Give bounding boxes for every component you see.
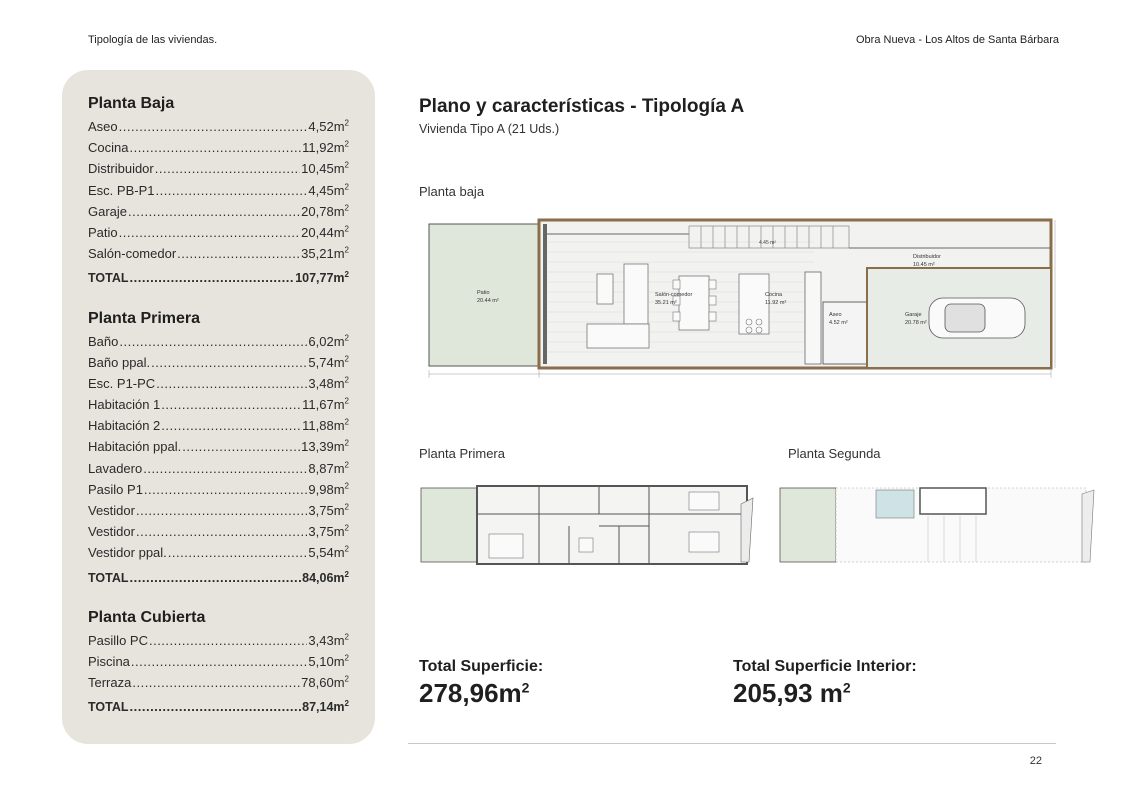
room-name: Pasillo PC bbox=[88, 632, 148, 648]
distribuidor-area-label: 10.45 m² bbox=[913, 262, 935, 268]
room-name: Cocina bbox=[88, 140, 129, 156]
total-interior-value: 205,93 $m^2$ bbox=[733, 678, 851, 708]
room-name: Patio bbox=[88, 224, 118, 240]
leader-dots bbox=[156, 373, 307, 394]
leader-dots bbox=[161, 415, 301, 436]
total-value: $107,77m^2$ bbox=[295, 270, 349, 286]
sofa-icon bbox=[624, 264, 648, 324]
pool-area bbox=[876, 490, 914, 518]
room-name: Habitación 1 bbox=[88, 397, 161, 413]
room-name: Lavadero bbox=[88, 460, 143, 476]
surface-row bbox=[88, 243, 349, 264]
leader-dots bbox=[128, 201, 300, 222]
room-area: $13,39m^2$ bbox=[301, 439, 349, 455]
room-area: $5,74m^2$ bbox=[308, 354, 349, 370]
total-label: TOTAL bbox=[88, 570, 129, 585]
plan-baja-label: Planta baja bbox=[419, 184, 485, 199]
total-value: $84,06m^2$ bbox=[302, 569, 349, 585]
leader-dots bbox=[119, 331, 307, 352]
room-name: Distribuidor bbox=[88, 161, 154, 177]
floor-plan-baja bbox=[419, 212, 1059, 384]
room-area: $3,75m^2$ bbox=[308, 502, 349, 518]
section-total-row bbox=[88, 567, 349, 588]
room-name: Vestidor bbox=[88, 524, 135, 540]
garaje-area-label: 20.78 m² bbox=[905, 320, 927, 326]
room-area: $20,78m^2$ bbox=[301, 203, 349, 219]
leader-dots bbox=[130, 567, 302, 588]
total-superficie-label: Total Superficie: bbox=[419, 658, 544, 675]
header-project-name: Obra Nueva - Los Altos de Santa Bárbara bbox=[855, 34, 1059, 46]
room-area: $6,02m^2$ bbox=[308, 333, 349, 349]
room-area: $11,88m^2$ bbox=[302, 417, 349, 434]
room-area: $3,43m^2$ bbox=[308, 632, 349, 648]
surface-row bbox=[88, 394, 349, 415]
room-name: Baño bbox=[88, 333, 119, 349]
room-name: Baño ppal. bbox=[88, 354, 151, 370]
leader-dots bbox=[130, 267, 295, 288]
room-area: $3,75m^2$ bbox=[308, 523, 349, 540]
room-name: Pasilo P1 bbox=[88, 481, 143, 497]
leader-dots bbox=[155, 180, 307, 201]
page-subtitle: Vivienda Tipo A (21 Uds.) bbox=[419, 122, 560, 136]
leader-dots bbox=[132, 672, 300, 693]
leader-dots bbox=[151, 352, 307, 373]
leader-dots bbox=[119, 116, 308, 137]
leader-dots bbox=[168, 542, 308, 563]
leader-dots bbox=[136, 500, 307, 521]
surface-section bbox=[88, 606, 349, 718]
floor-plan-segunda bbox=[778, 484, 1096, 566]
surface-row bbox=[88, 222, 349, 243]
salon-area-label: 35.21 m² bbox=[655, 300, 677, 306]
patio-label: Patio bbox=[477, 290, 490, 296]
room-name: Vestidor ppal. bbox=[88, 545, 167, 561]
room-name: Esc. PB-P1 bbox=[88, 182, 155, 198]
leader-dots bbox=[143, 458, 307, 479]
page-number: 22 bbox=[1029, 755, 1042, 767]
car-icon bbox=[929, 298, 1025, 338]
room-area: $11,92m^2$ bbox=[302, 139, 349, 156]
room-area: $3,48m^2$ bbox=[308, 375, 349, 391]
leader-dots bbox=[144, 479, 307, 500]
surface-row bbox=[88, 500, 349, 521]
section-total-row bbox=[88, 267, 349, 288]
surface-row bbox=[88, 116, 349, 137]
aseo-label: Aseo bbox=[829, 312, 842, 318]
surface-row bbox=[88, 458, 349, 479]
surface-row bbox=[88, 630, 349, 651]
footer-divider bbox=[408, 743, 1056, 744]
surface-row bbox=[88, 415, 349, 436]
section-title: Planta Cubierta bbox=[88, 608, 206, 626]
patio-area-label: 20.44 m² bbox=[477, 298, 499, 304]
total-superficie-value: $278,96m^2$ bbox=[419, 678, 530, 708]
dining-table-icon bbox=[679, 276, 709, 330]
surface-row bbox=[88, 542, 349, 563]
leader-dots bbox=[131, 651, 307, 672]
surface-row bbox=[88, 180, 349, 201]
floor-plan-primera bbox=[419, 484, 755, 566]
surface-table-panel bbox=[62, 70, 375, 744]
surface-section bbox=[88, 92, 349, 289]
room-area: $35,21m^2$ bbox=[301, 245, 349, 262]
salon-label: Salón-comedor bbox=[655, 292, 693, 298]
leader-dots bbox=[161, 394, 301, 415]
leader-dots bbox=[177, 243, 300, 264]
room-area: $78,60m^2$ bbox=[301, 674, 349, 691]
floor-plan-segunda-drawing bbox=[778, 484, 1096, 566]
floor-plan-baja-drawing bbox=[419, 212, 1059, 384]
total-value: $87,14m^2$ bbox=[302, 699, 349, 715]
surface-row bbox=[88, 672, 349, 693]
total-interior-block bbox=[733, 658, 917, 709]
surface-row bbox=[88, 651, 349, 672]
surface-row bbox=[88, 137, 349, 158]
room-name: Garaje bbox=[88, 203, 128, 219]
section-title: Planta Baja bbox=[88, 95, 175, 112]
total-label: TOTAL bbox=[88, 271, 129, 286]
room-area: $10,45m^2$ bbox=[301, 161, 349, 177]
surface-row bbox=[88, 479, 349, 500]
room-area: $5,54m^2$ bbox=[308, 545, 349, 561]
room-name: Vestidor bbox=[88, 503, 135, 518]
plan-primera-label: Planta Primera bbox=[419, 446, 505, 461]
leader-dots bbox=[155, 158, 300, 179]
room-area: $20,44m^2$ bbox=[301, 224, 349, 240]
room-area: $9,98m^2$ bbox=[308, 481, 349, 497]
garaje-label: Garaje bbox=[905, 312, 922, 318]
distribuidor-label: Distribuidor bbox=[913, 254, 941, 260]
surface-row bbox=[88, 201, 349, 222]
room-name: Aseo bbox=[88, 119, 118, 134]
room-area: $8,87m^2$ bbox=[308, 460, 349, 476]
room-area: $5,10m^2$ bbox=[308, 653, 349, 669]
leader-dots bbox=[149, 630, 307, 651]
room-name: Habitación ppal. bbox=[88, 439, 182, 455]
total-superficie-block bbox=[419, 658, 543, 709]
surface-row bbox=[88, 352, 349, 373]
total-interior-label: Total Superficie Interior: bbox=[733, 658, 917, 675]
room-name: Habitación 2 bbox=[88, 418, 161, 434]
surface-row bbox=[88, 373, 349, 394]
esc-area-label: 4.45 m² bbox=[759, 240, 776, 246]
cocina-label: Cocina bbox=[765, 292, 783, 298]
leader-dots bbox=[136, 521, 307, 542]
room-name: Esc. P1-PC bbox=[88, 375, 156, 391]
cocina-area-label: 11.92 m² bbox=[765, 300, 787, 306]
leader-dots bbox=[130, 696, 302, 717]
section-total-row bbox=[88, 696, 349, 717]
plan-segunda-label: Planta Segunda bbox=[788, 446, 881, 461]
surface-row bbox=[88, 521, 349, 542]
page-title: Plano y características - Tipología A bbox=[419, 96, 745, 117]
leader-dots bbox=[119, 222, 301, 243]
floor-plan-primera-drawing bbox=[419, 484, 755, 566]
total-label: TOTAL bbox=[88, 700, 129, 715]
room-area: $11,67m^2$ bbox=[302, 396, 349, 413]
room-name: Salón-comedor bbox=[88, 246, 177, 262]
surface-row bbox=[88, 436, 349, 457]
room-area: $4,52m^2$ bbox=[308, 118, 349, 134]
surface-section bbox=[88, 307, 349, 588]
leader-dots bbox=[182, 436, 300, 457]
surface-row bbox=[88, 158, 349, 179]
room-name: Piscina bbox=[88, 653, 130, 669]
header-document-title: Tipología de las viviendas. bbox=[88, 34, 218, 46]
room-name: Terraza bbox=[88, 675, 132, 691]
room-area: $4,45m^2$ bbox=[308, 182, 349, 198]
section-title: Planta Primera bbox=[88, 309, 201, 327]
aseo-area-label: 4.52 m² bbox=[829, 320, 848, 326]
surface-row bbox=[88, 331, 349, 352]
leader-dots bbox=[129, 137, 301, 158]
